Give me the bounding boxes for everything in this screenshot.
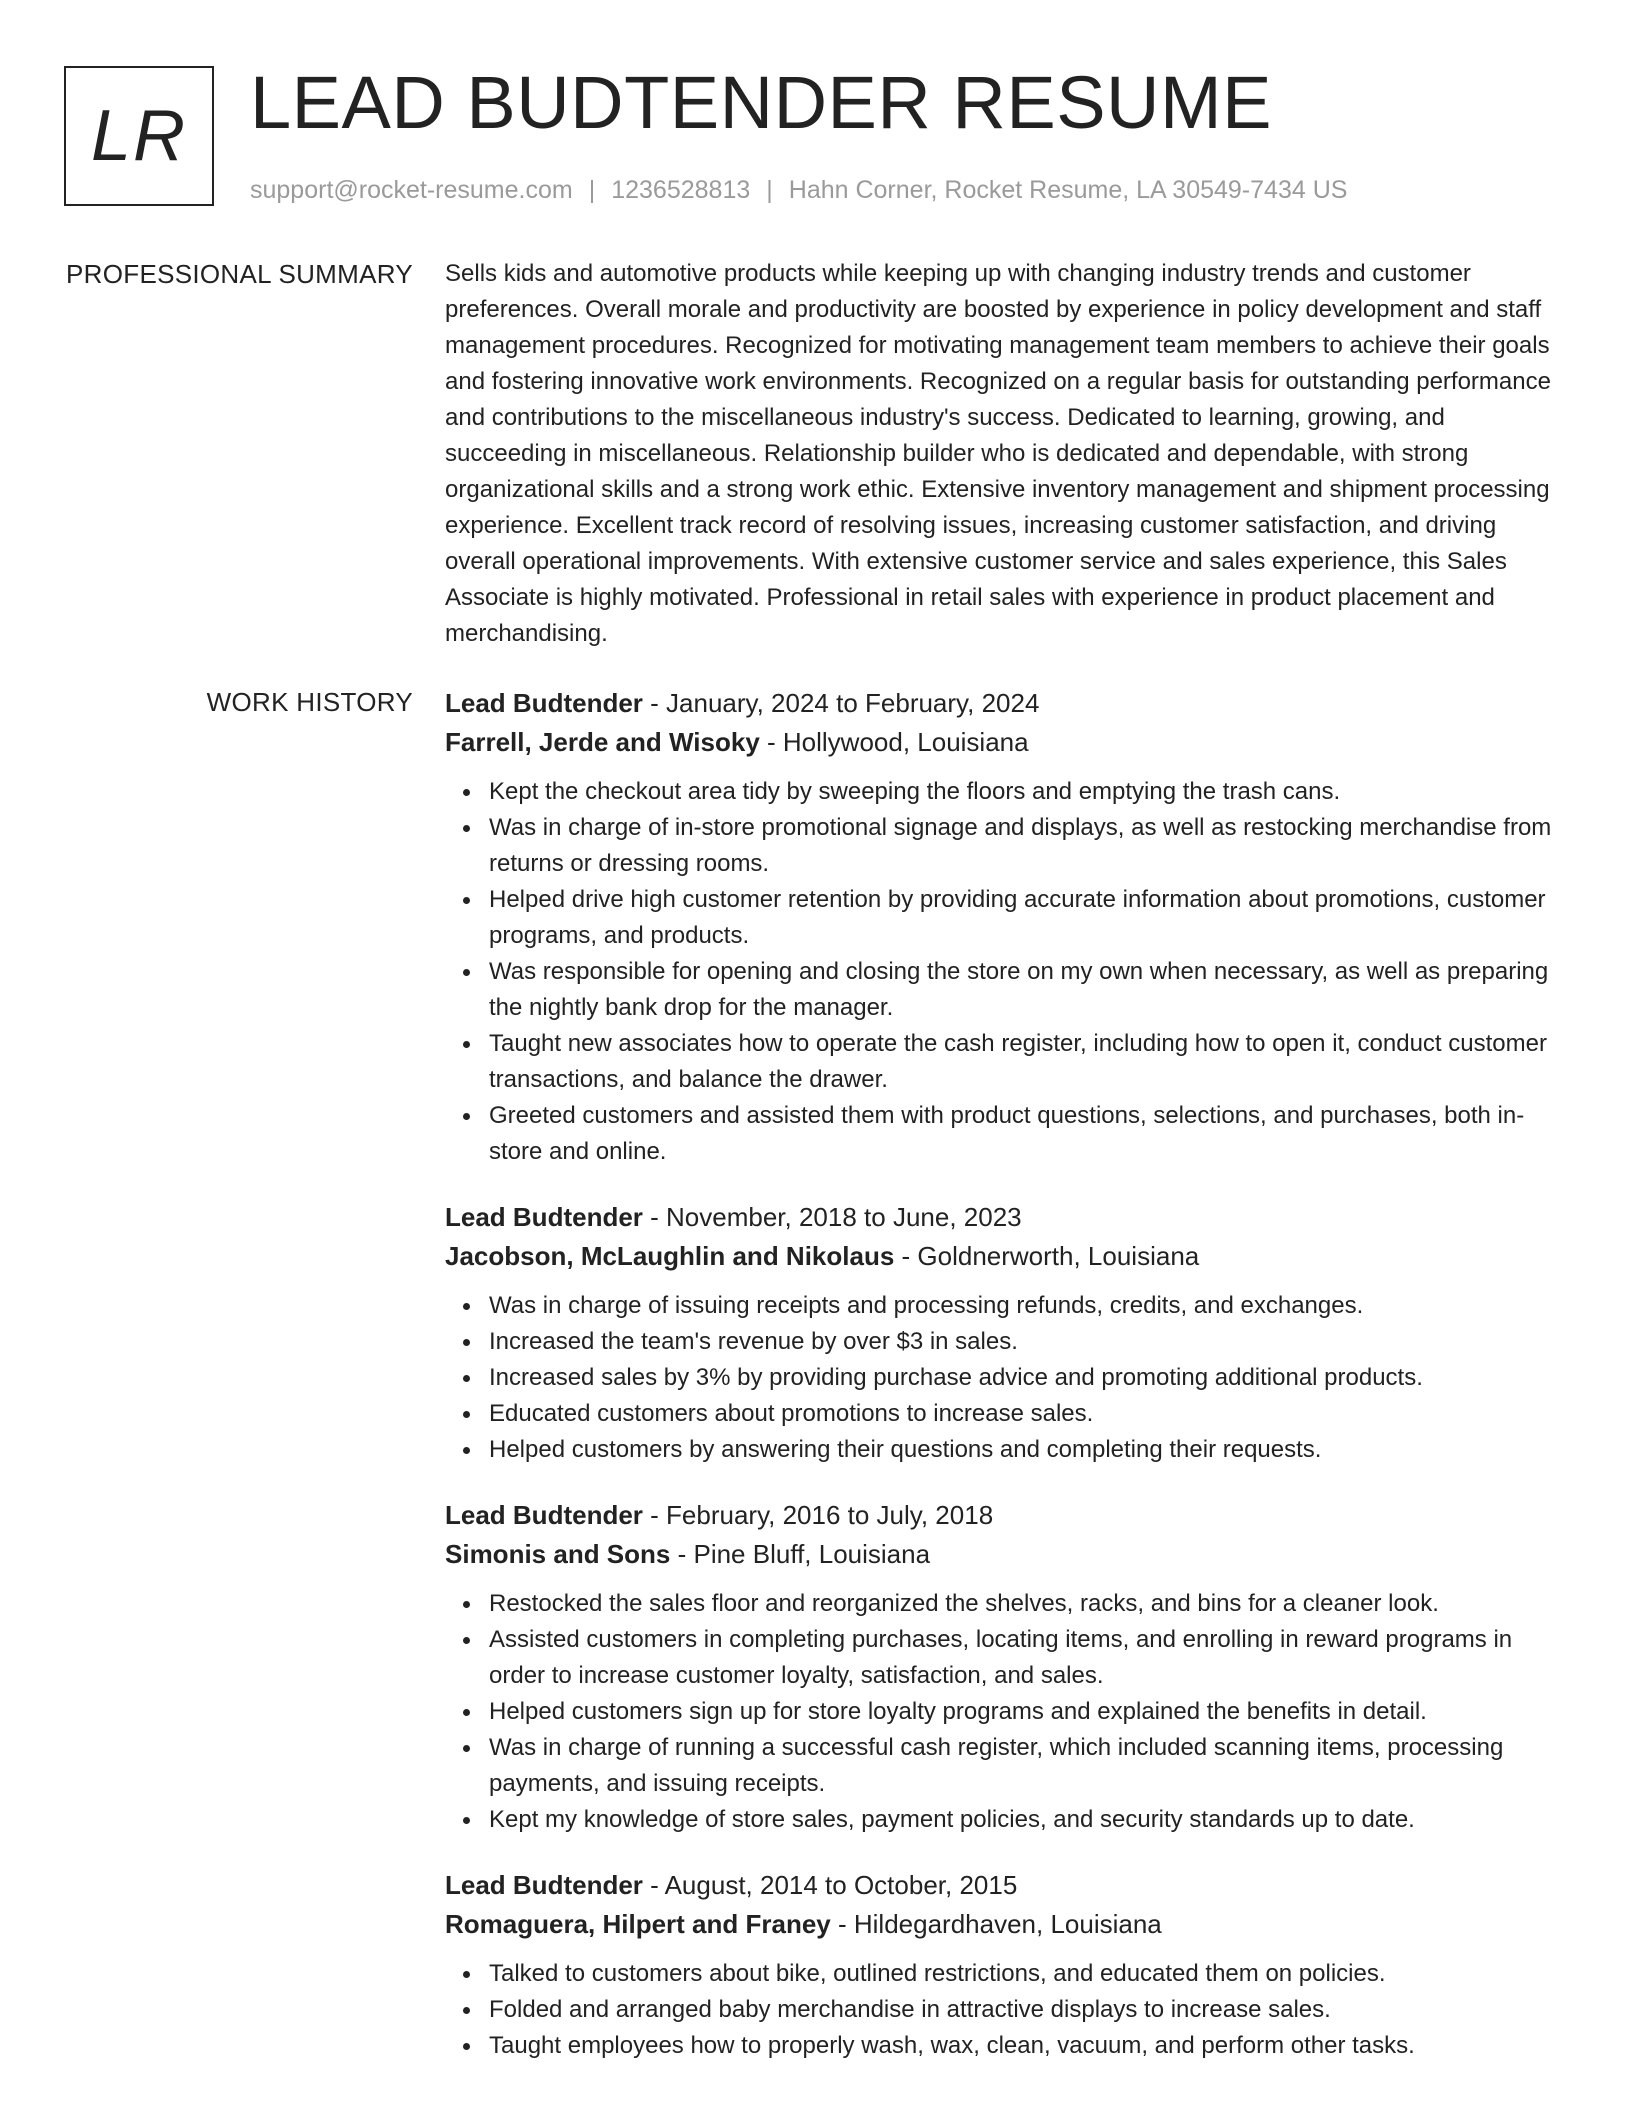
job-title: Lead Budtender [445, 1202, 643, 1232]
job-title-line [445, 1198, 1565, 1237]
job-bullet: Taught employees how to properly wash, wax, clean, vacuum, and perform other tasks. [489, 2028, 1565, 2064]
job-bullet: Talked to customers about bike, outlined restrictions, and educated them on policies. [489, 1956, 1565, 1992]
job-dates: - January, 2024 to February, 2024 [642, 688, 1040, 718]
job-bullet: Was in charge of issuing receipts and processing refunds, credits, and exchanges. [489, 1288, 1565, 1324]
job-title: Lead Budtender [445, 688, 643, 718]
job-bullet: Restocked the sales floor and reorganized the shelves, racks, and bins for a cleaner look. [489, 1586, 1565, 1622]
contact-separator: | [588, 176, 596, 204]
section-heading-summary: PROFESSIONAL SUMMARY [66, 259, 413, 289]
job-title-line [445, 684, 1565, 723]
contact-line [250, 172, 1347, 208]
job-bullet: Assisted customers in completing purchases, locating items, and enrolling in reward programs in order to increase customer loyalty, satisfaction, and sales. [489, 1622, 1565, 1694]
job-title: Lead Budtender [445, 1500, 643, 1530]
job-company: Romaguera, Hilpert and Franey [445, 1909, 831, 1939]
job-bullet-list [445, 1586, 1565, 1838]
job-entry [445, 1496, 1565, 1838]
job-bullet: Educated customers about promotions to increase sales. [489, 1396, 1565, 1432]
job-bullet-list [445, 774, 1565, 1170]
job-bullet-list [445, 1288, 1565, 1468]
resume-title: LEAD BUDTENDER RESUME [250, 61, 1273, 144]
contact-separator: | [766, 176, 773, 204]
job-bullet: Was responsible for opening and closing the store on my own when necessary, as well as preparing the nightly bank drop for the manager. [489, 954, 1565, 1026]
job-location: - Goldnerworth, Louisiana [894, 1241, 1200, 1271]
job-company-line [445, 723, 1565, 762]
job-location: - Hildegardhaven, Louisiana [830, 1909, 1162, 1939]
job-dates: - February, 2016 to July, 2018 [642, 1500, 994, 1530]
job-bullet: Taught new associates how to operate the cash register, including how to open it, conduct customer transactions, and balance the drawer. [489, 1026, 1565, 1098]
section-heading-work-history: WORK HISTORY [206, 687, 413, 717]
job-company-line [445, 1905, 1565, 1944]
contact-phone: 1236528813 [611, 176, 751, 204]
job-company: Farrell, Jerde and Wisoky [445, 727, 760, 757]
job-title: Lead Budtender [445, 1870, 643, 1900]
job-dates: - August, 2014 to October, 2015 [642, 1870, 1018, 1900]
monogram-logo [64, 66, 214, 206]
job-bullet: Increased the team's revenue by over $3 in sales. [489, 1324, 1565, 1360]
job-bullet: Helped customers sign up for store loyalty programs and explained the benefits in detail. [489, 1694, 1565, 1730]
job-bullet: Folded and arranged baby merchandise in attractive displays to increase sales. [489, 1992, 1565, 2028]
job-bullet-list [445, 1956, 1565, 2064]
summary-paragraph: Sells kids and automotive products while keeping up with changing industry trends and customer preferences. Overall morale and productivity are boosted by experience in policy development and staff management procedures. Recognized for motivating management team members to achieve their goals and fostering innovative work environments. Recognized on a regular basis for outstanding performance and contributions to the miscellaneous industry's success. Dedicated to learning, growing, and succeeding in miscellaneous. Relationship builder who is dedicated and dependable, with strong organizational skills and a strong work ethic. Extensive inventory management and shipment processing experience. Excellent track record of resolving issues, increasing customer satisfaction, and driving overall operational improvements. With extensive customer service and sales experience, this Sales Associate is highly motivated. Professional in retail sales with experience in product placement and merchandising. [445, 260, 1551, 647]
job-bullet: Was in charge of in-store promotional signage and displays, as well as restocking merchandise from returns or dressing rooms. [489, 810, 1565, 882]
job-bullet: Helped customers by answering their questions and completing their requests. [489, 1432, 1565, 1468]
job-entry [445, 684, 1565, 1170]
job-bullet: Kept my knowledge of store sales, payment policies, and security standards up to date. [489, 1802, 1565, 1838]
job-company-line [445, 1237, 1565, 1276]
monogram-initials: LR [90, 96, 188, 176]
job-dates: - November, 2018 to June, 2023 [642, 1202, 1022, 1232]
job-bullet: Kept the checkout area tidy by sweeping the floors and emptying the trash cans. [489, 774, 1565, 810]
job-entry [445, 1866, 1565, 2064]
job-company: Simonis and Sons [445, 1539, 671, 1569]
job-bullet: Was in charge of running a successful cash register, which included scanning items, processing payments, and issuing receipts. [489, 1730, 1565, 1802]
job-title-line [445, 1496, 1565, 1535]
job-title-line [445, 1866, 1565, 1905]
job-entry [445, 1198, 1565, 1468]
contact-address: Hahn Corner, Rocket Resume, LA 30549-7434 US [788, 176, 1348, 204]
job-bullet: Increased sales by 3% by providing purchase advice and promoting additional products. [489, 1360, 1565, 1396]
contact-email: support@rocket-resume.com [250, 176, 573, 204]
job-location: - Pine Bluff, Louisiana [670, 1539, 931, 1569]
job-bullet: Greeted customers and assisted them with product questions, selections, and purchases, both in-store and online. [489, 1098, 1565, 1170]
job-company-line [445, 1535, 1565, 1574]
job-company: Jacobson, McLaughlin and Nikolaus [445, 1241, 895, 1271]
job-location: - Hollywood, Louisiana [759, 727, 1029, 757]
job-bullet: Helped drive high customer retention by providing accurate information about promotions, customer programs, and products. [489, 882, 1565, 954]
